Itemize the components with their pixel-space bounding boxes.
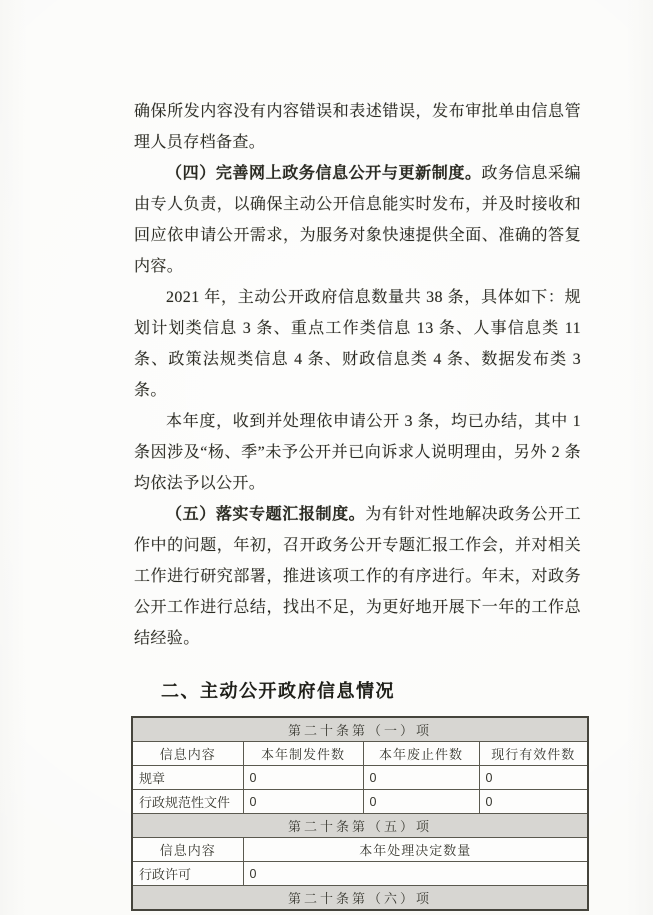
- disclosure-table: [131, 716, 589, 911]
- paragraph-lead-bold: （五）落实专题汇报制度。: [166, 506, 366, 523]
- paragraph-carryover: [134, 96, 581, 158]
- paragraph-text: 确保所发内容没有内容错误和表述错误，发布审批单由信息管理人员存档备查。: [134, 103, 581, 151]
- table-cell: 0: [363, 790, 479, 814]
- table-row: [132, 742, 588, 766]
- section-heading: 二、主动公开政府信息情况: [161, 681, 395, 701]
- table-row-label: 行政许可: [132, 862, 243, 886]
- table-row: [132, 766, 588, 790]
- paragraph-text: 2021 年，主动公开政府信息数量共 38 条，具体如下：规划计划类信息 3 条、重点工作类信息 13 条、人事信息类 11 条、政策法规类信息 4 条、财政信息类 4 条、数据发布类 3 条。: [134, 289, 581, 399]
- paragraph-item-4: [134, 158, 581, 282]
- paragraph-requests: [134, 406, 581, 499]
- table-row-label: 行政规范性文件: [132, 790, 243, 814]
- table-row: [132, 717, 588, 742]
- table-cell: 0: [243, 862, 588, 886]
- paragraph-lead-bold: （四）完善网上政务信息公开与更新制度。: [166, 165, 482, 182]
- table-col-header: 本年制发件数: [243, 742, 363, 766]
- table-section-title: 第二十条第（一）项: [132, 717, 588, 742]
- table-row: [132, 814, 588, 838]
- paragraph-text: 本年度，收到并处理依申请公开 3 条，均已办结，其中 1 条因涉及“杨、季”未予公开并已向诉求人说明理由，另外 2 条均依法予以公开。: [134, 413, 581, 492]
- table-col-header: 现行有效件数: [479, 742, 588, 766]
- paragraph-item-5: [134, 499, 581, 654]
- table-cell: 0: [479, 790, 588, 814]
- table-cell: 0: [479, 766, 588, 790]
- table-col-header: 本年废止件数: [363, 742, 479, 766]
- table-cell: 0: [243, 766, 363, 790]
- table-col-header: 本年处理决定数量: [243, 838, 588, 862]
- table-row-label: 规章: [132, 766, 243, 790]
- document-body: [134, 96, 581, 911]
- paragraph-text: 为有针对性地解决政务公开工作中的问题，年初，召开政务公开专题汇报工作会，并对相关工作进行研究部署，推进该项工作的有序进行。年末，对政务公开工作进行总结，找出不足，为更好地开展下一年的工作总结经验。: [134, 506, 581, 647]
- table-row: [132, 790, 588, 814]
- paragraph-stats-2021: [134, 282, 581, 406]
- paragraph-text: 政务信息采编由专人负责，以确保主动公开信息能实时发布，并及时接收和回应依申请公开需求，为服务对象快速提供全面、准确的答复内容。: [134, 165, 581, 275]
- table-col-header: 信息内容: [132, 742, 243, 766]
- table-row: [132, 886, 588, 911]
- table-row: [132, 838, 588, 862]
- table-section-title: 第二十条第（五）项: [132, 814, 588, 838]
- table-cell: 0: [363, 766, 479, 790]
- table-section-title: 第二十条第（六）项: [132, 886, 588, 911]
- table-col-header: 信息内容: [132, 838, 243, 862]
- table-cell: 0: [243, 790, 363, 814]
- table-row: [132, 862, 588, 886]
